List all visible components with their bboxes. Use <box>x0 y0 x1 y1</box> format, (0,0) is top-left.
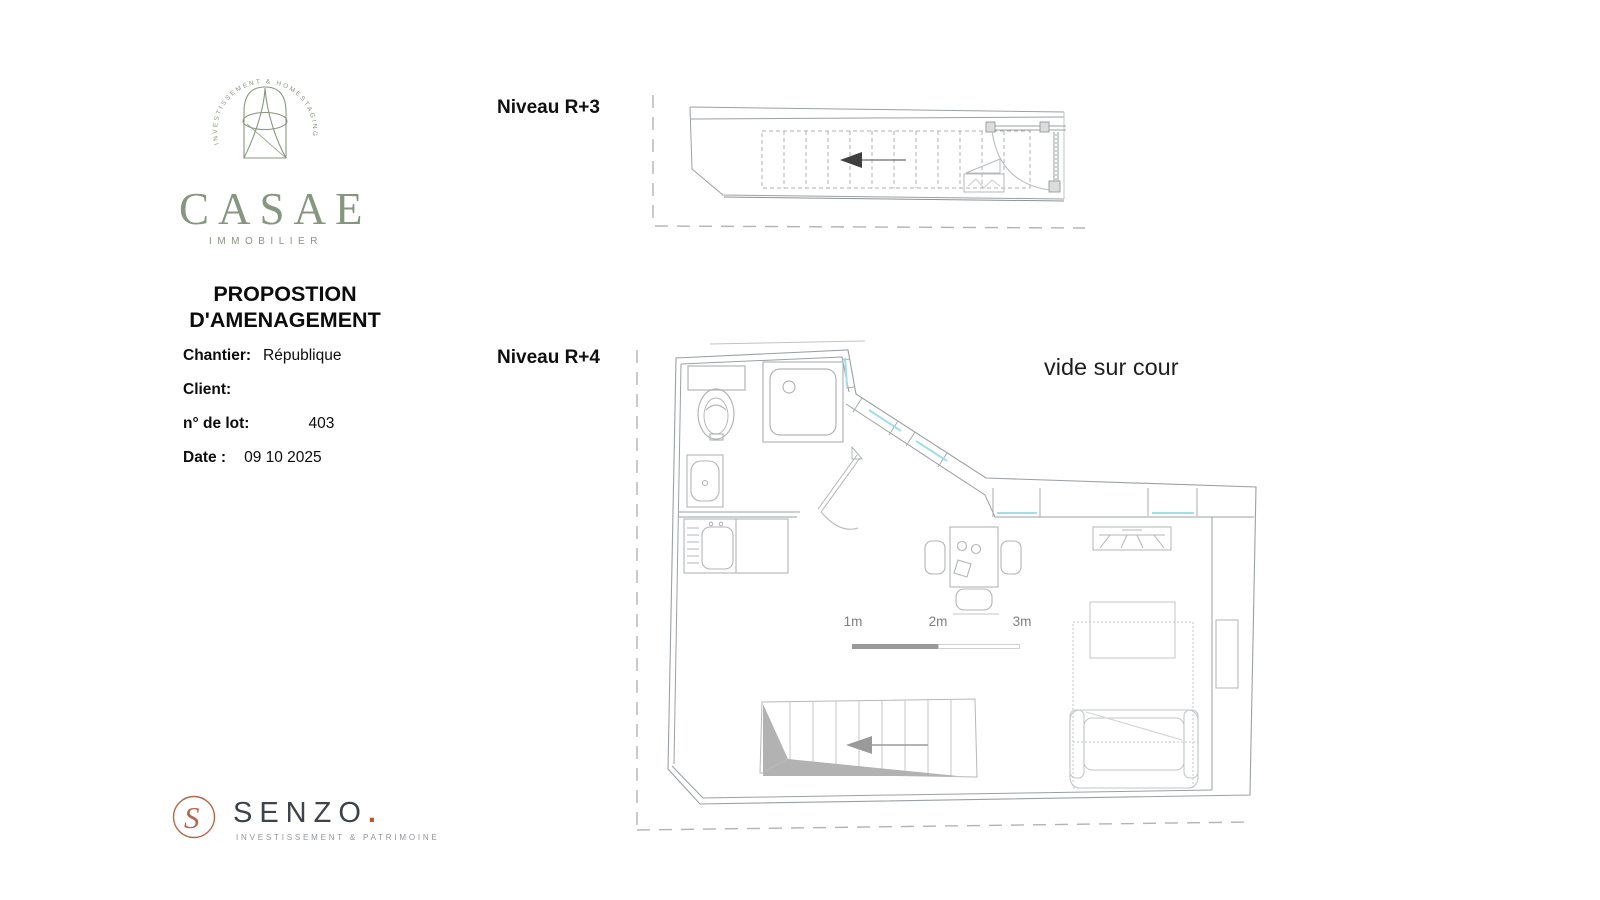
r4-bathroom-wall <box>679 512 800 517</box>
senzo-wordmark-text: SENZO <box>233 797 368 829</box>
field-client-label: Client: <box>183 381 232 398</box>
field-lot <box>183 415 334 433</box>
scale-label-1m: 1m <box>843 614 863 629</box>
kitchen-sink-icon <box>702 527 733 569</box>
r4-door-swing-arc <box>821 512 858 529</box>
senzo-wordmark-dot: . <box>367 797 376 829</box>
field-date <box>183 449 322 467</box>
field-date-label: Date : <box>183 449 227 466</box>
bed-head-table <box>1090 602 1175 658</box>
senzo-monogram: S <box>184 800 200 835</box>
casae-logo <box>200 58 330 188</box>
radiator-icon <box>1093 527 1171 550</box>
field-chantier <box>183 347 341 365</box>
casae-circular-text: INVESTISSEMENT & HOMESTAGING <box>211 78 319 146</box>
kitchen-drainer <box>687 528 699 563</box>
sofa-icon <box>1070 710 1198 788</box>
floorplan-r3 <box>630 60 1110 240</box>
r4-direction-arrow-icon <box>846 736 928 754</box>
field-date-value: 09 10 2025 <box>244 449 322 466</box>
senzo-subtitle: INVESTISSEMENT & PATRIMOINE <box>236 833 440 842</box>
senzo-wordmark <box>233 797 376 830</box>
floorplan-r4 <box>610 325 1270 850</box>
casae-subtitle: IMMOBILIER <box>209 236 323 247</box>
casae-wordmark: CASAE <box>179 184 372 234</box>
proposal-title <box>159 281 411 333</box>
toilet-icon <box>688 366 745 440</box>
r3-door-swing-arc <box>992 131 1050 190</box>
field-client <box>183 381 243 399</box>
level-label-r4: Niveau R+4 <box>497 347 600 368</box>
level-label-r3: Niveau R+3 <box>497 97 600 118</box>
bathroom-sink-icon <box>687 455 723 507</box>
chair-bottom-icon <box>956 589 992 610</box>
r3-walls <box>690 107 1064 201</box>
field-lot-value: 403 <box>308 415 335 432</box>
kitchen-unit <box>684 519 788 573</box>
field-chantier-label: Chantier: <box>183 347 252 364</box>
r4-upper-outline <box>710 341 865 344</box>
shower-icon <box>763 362 843 442</box>
stair-fill-bottom <box>763 759 958 776</box>
wall-recess <box>1216 620 1238 688</box>
r3-door <box>986 122 1066 192</box>
r4-boundary-dashed <box>637 350 1250 830</box>
r3-ramp <box>964 159 1004 192</box>
dining-table-icon <box>925 527 1021 614</box>
field-chantier-value: République <box>263 347 342 364</box>
senzo-monogram-icon <box>171 794 219 842</box>
proposal-title-line1: PROPOSTION <box>213 282 357 306</box>
annotation-vide-sur-cour: vide sur cour <box>1044 354 1179 380</box>
r3-boundary-dashed <box>653 95 1085 228</box>
r4-bathroom-door <box>818 447 862 529</box>
proposal-title-line2: D'AMENAGEMENT <box>189 308 381 332</box>
casae-arch-icon <box>243 87 287 158</box>
scale-label-2m: 2m <box>928 614 948 629</box>
scale-label-3m: 3m <box>1012 614 1032 629</box>
r4-wall-dividers <box>842 359 1197 517</box>
chair-left-icon <box>925 541 945 574</box>
field-lot-label: n° de lot: <box>183 415 250 432</box>
r4-inner-walls <box>672 357 1254 798</box>
r4-windows <box>845 358 1194 513</box>
chair-right-icon <box>1001 541 1021 574</box>
